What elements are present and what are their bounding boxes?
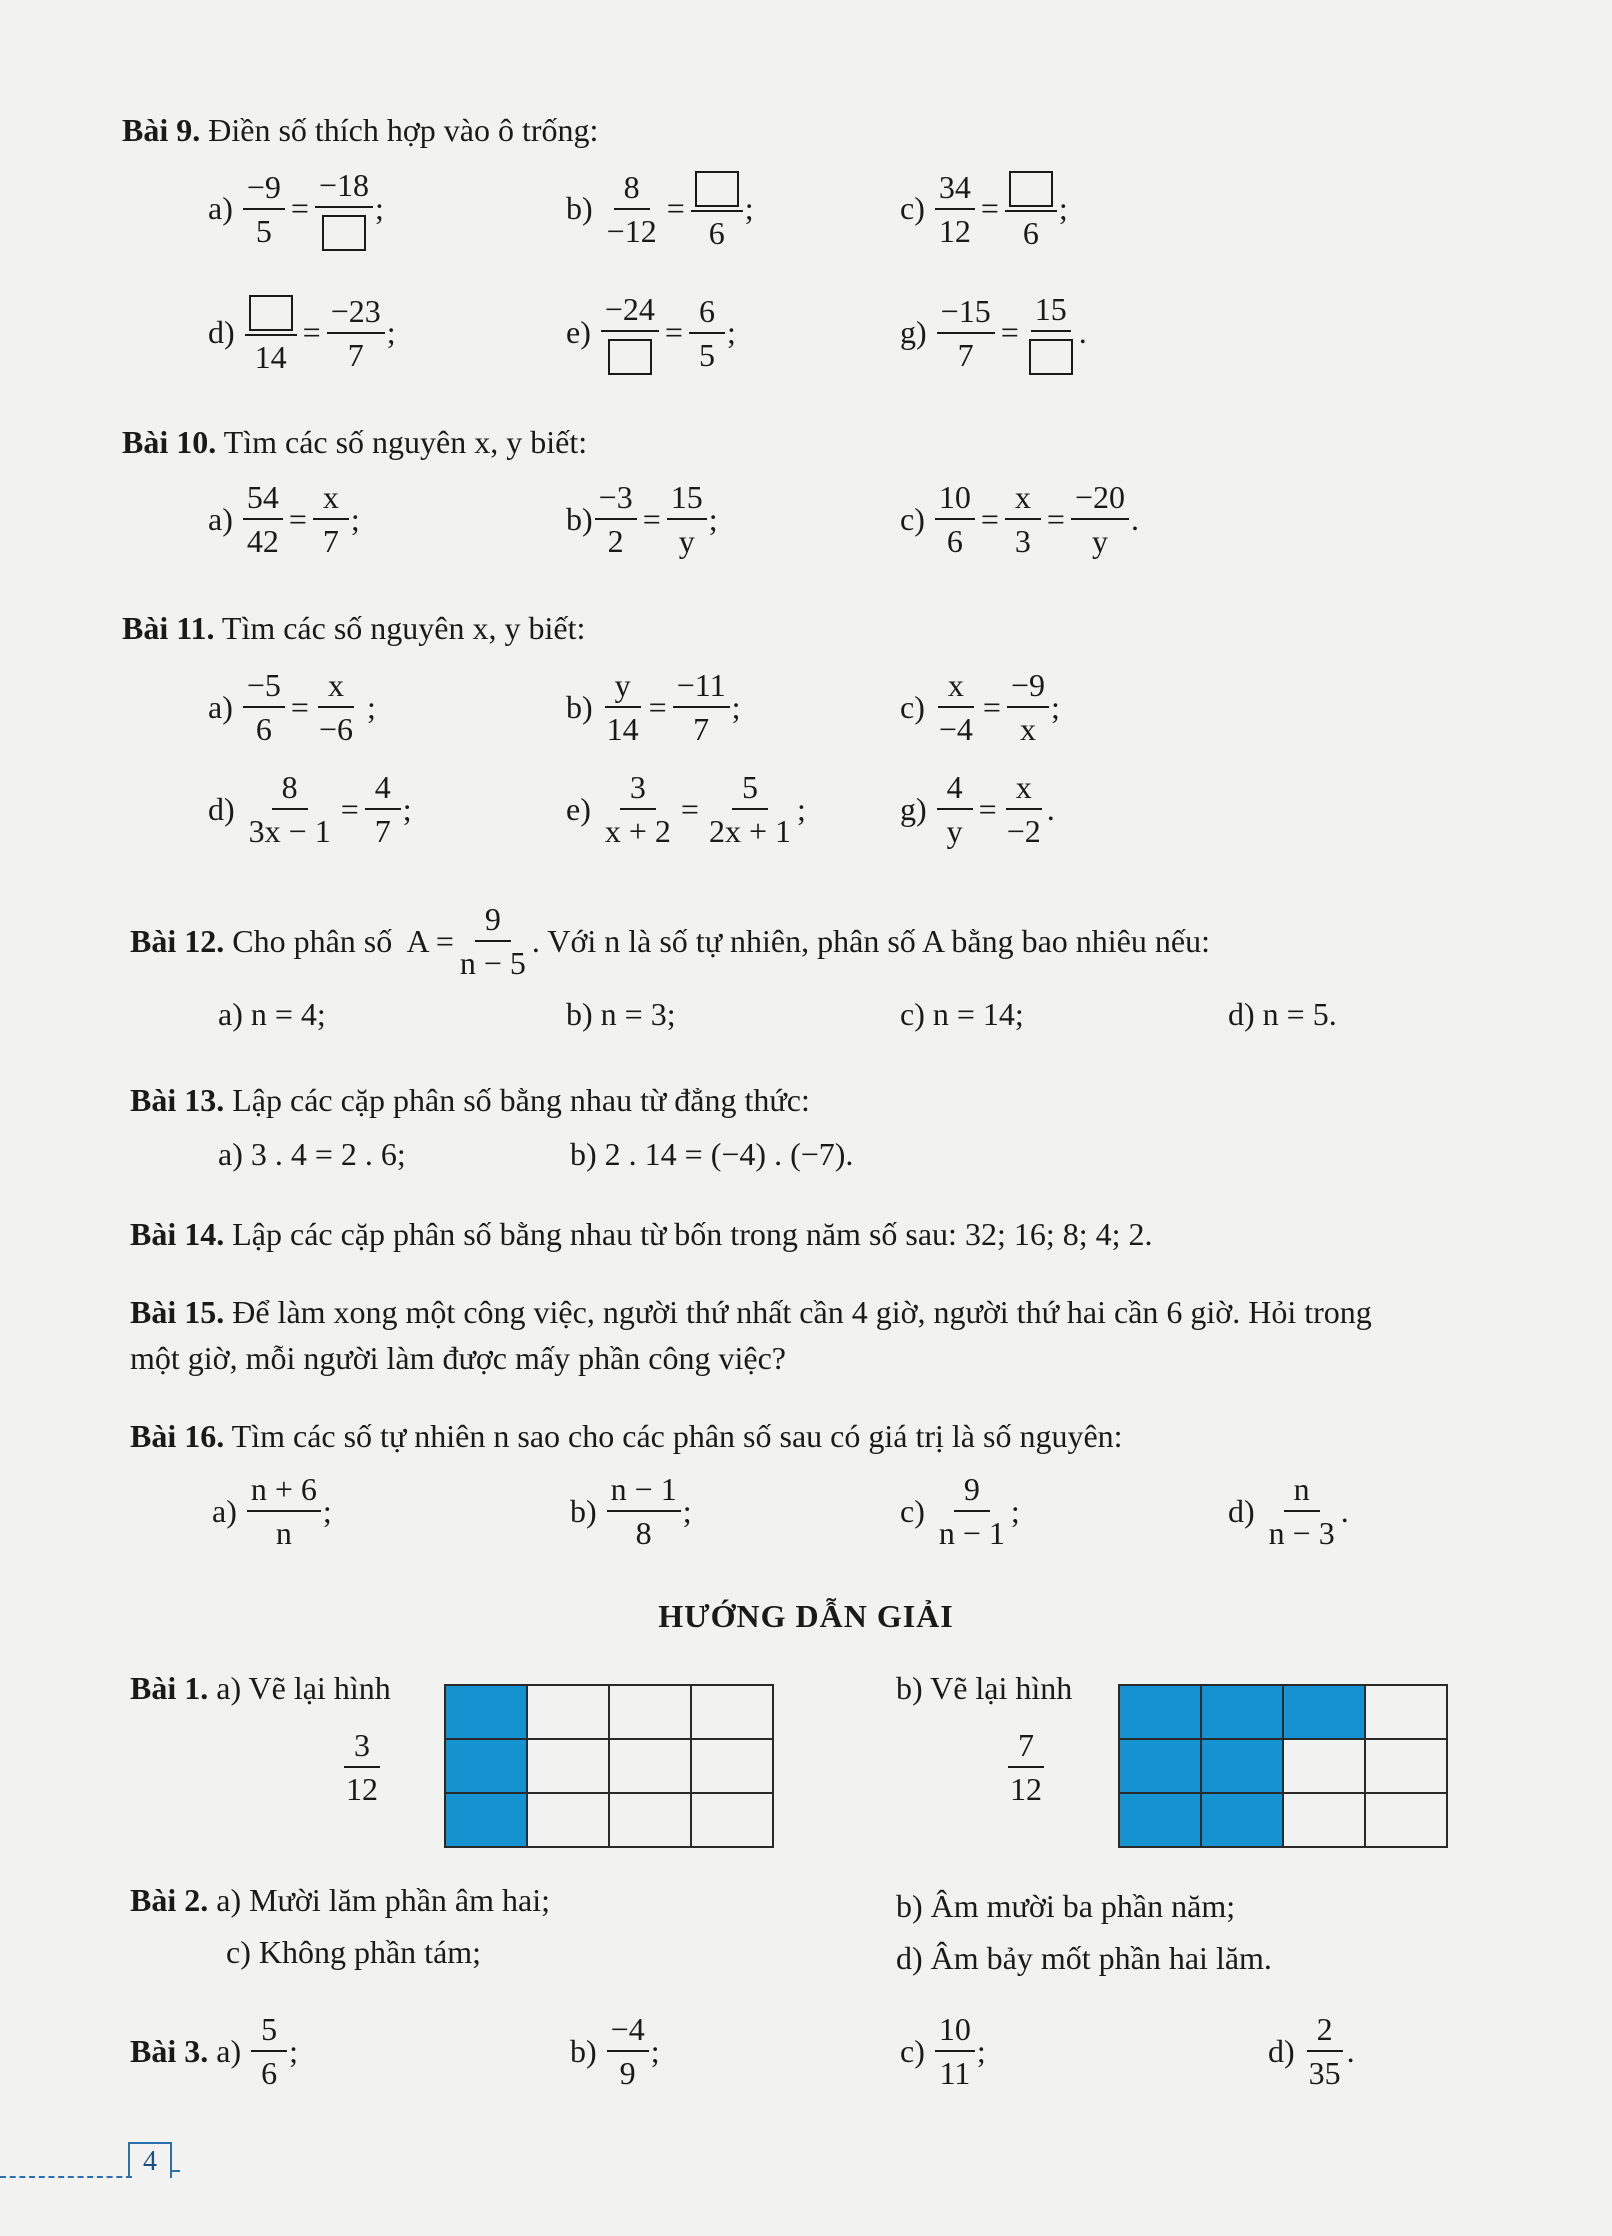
bai16-b: b) $\frac{n - 1}{8}$ ; bbox=[570, 1471, 692, 1551]
footer-rule bbox=[0, 2176, 132, 2178]
blank-box[interactable] bbox=[249, 295, 293, 331]
sol3-d: d) $\frac{2}{35}$ . bbox=[1268, 2011, 1355, 2091]
grid-cell bbox=[1365, 1685, 1447, 1739]
grid-row bbox=[445, 1793, 773, 1847]
grid-cell bbox=[1201, 1739, 1283, 1793]
bai13-item-a: a) 3 . 4 = 2 . 6; bbox=[218, 1136, 406, 1172]
bai12-title: Bài 12. Cho phân số A = $\frac{9}{n - 5}$ . Với n là số tự nhiên, phân số A bằng bao nhiêu nếu: bbox=[130, 901, 1210, 981]
bai12-item-d: d) n = 5. bbox=[1228, 996, 1337, 1032]
fraction-grid-b bbox=[1118, 1684, 1448, 1848]
page-number: 4 bbox=[128, 2142, 172, 2178]
sol1-a-text: Bài 1. a) Vẽ lại hình bbox=[130, 1670, 391, 1706]
grid-cell bbox=[609, 1793, 691, 1847]
bai15-line1: Bài 15. Để làm xong một công việc, người thứ nhất cần 4 giờ, người thứ hai cần 6 giờ. Hỏi trong bbox=[130, 1294, 1372, 1330]
footer-rule-tail bbox=[172, 2170, 180, 2172]
bai9-g: g) $\frac{-15}{7}$ = 15 . bbox=[900, 291, 1087, 373]
blank-box[interactable] bbox=[1009, 171, 1053, 207]
grid-cell bbox=[1283, 1739, 1365, 1793]
blank-box[interactable] bbox=[608, 339, 652, 375]
grid-cell bbox=[609, 1739, 691, 1793]
bai10-b: b) $\frac{-3}{2}$ = $\frac{15}{y}$ ; bbox=[566, 479, 718, 559]
grid-cell bbox=[1201, 1685, 1283, 1739]
bai11-a: a) $\frac{-5}{6}$ = $\frac{x}{-6}$ ; bbox=[208, 667, 376, 747]
grid-cell bbox=[1119, 1793, 1201, 1847]
sol3-a: Bài 3. a) $\frac{5}{6}$ ; bbox=[130, 2011, 298, 2091]
bai15-line2: một giờ, mỗi người làm được mấy phần công việc? bbox=[130, 1340, 786, 1376]
fraction-grid-a bbox=[444, 1684, 774, 1848]
bai9-b: b) $\frac{8}{-12}$ = 6 ; bbox=[566, 166, 754, 252]
grid-cell bbox=[691, 1685, 773, 1739]
grid-cell bbox=[1283, 1793, 1365, 1847]
grid-row bbox=[1119, 1685, 1447, 1739]
bai11-title: Bài 11. Tìm các số nguyên x, y biết: bbox=[122, 610, 586, 646]
sol1-b-fraction: $\frac{7}{12}$ bbox=[1010, 1727, 1042, 1807]
grid-cell bbox=[445, 1793, 527, 1847]
grid-cell bbox=[527, 1685, 609, 1739]
grid-cell bbox=[1119, 1739, 1201, 1793]
bai16-d: d) $\frac{n}{n - 3}$ . bbox=[1228, 1471, 1349, 1551]
bai13-title: Bài 13. Lập các cặp phân số bằng nhau từ đẳng thức: bbox=[130, 1082, 810, 1118]
sol1-b-text: b) Vẽ lại hình bbox=[896, 1670, 1073, 1706]
bai12-item-c: c) n = 14; bbox=[900, 996, 1024, 1032]
bai10-c: c) $\frac{10}{6}$ = $\frac{x}{3}$ = $\frac{-20}{y}$ . bbox=[900, 479, 1139, 559]
bai11-d: d) $\frac{8}{3x - 1}$ = $\frac{4}{7}$ ; bbox=[208, 769, 412, 849]
sol2-d: d) Âm bảy mốt phần hai lăm. bbox=[896, 1940, 1272, 1976]
sol2-c: c) Không phần tám; bbox=[226, 1934, 482, 1970]
grid-row bbox=[1119, 1793, 1447, 1847]
grid-row bbox=[445, 1739, 773, 1793]
blank-box[interactable] bbox=[695, 171, 739, 207]
bai11-b: b) $\frac{y}{14}$ = $\frac{-11}{7}$ ; bbox=[566, 667, 741, 747]
sol1-a-fraction: $\frac{3}{12}$ bbox=[346, 1727, 378, 1807]
sol3-c: c) $\frac{10}{11}$ ; bbox=[900, 2011, 986, 2091]
grid-cell bbox=[445, 1739, 527, 1793]
bai9-d: d) 14 = $\frac{-23}{7}$ ; bbox=[208, 290, 396, 376]
bai9-c: c) $\frac{34}{12}$ = 6 ; bbox=[900, 166, 1068, 252]
grid-cell bbox=[609, 1685, 691, 1739]
blank-box[interactable] bbox=[322, 215, 366, 251]
sol2-a: Bài 2. a) Mười lăm phần âm hai; bbox=[130, 1882, 550, 1918]
grid-cell bbox=[527, 1793, 609, 1847]
grid-cell bbox=[1201, 1793, 1283, 1847]
bai16-title: Bài 16. Tìm các số tự nhiên n sao cho các phân số sau có giá trị là số nguyên: bbox=[130, 1418, 1123, 1454]
grid-cell bbox=[1283, 1685, 1365, 1739]
sol2-b: b) Âm mười ba phần năm; bbox=[896, 1888, 1236, 1924]
bai11-e: e) $\frac{3}{x + 2}$ = $\frac{5}{2x + 1}$ ; bbox=[566, 769, 806, 849]
bai11-g: g) $\frac{4}{y}$ = $\frac{x}{-2}$ . bbox=[900, 769, 1055, 849]
grid-cell bbox=[691, 1739, 773, 1793]
bai10-title: Bài 10. Tìm các số nguyên x, y biết: bbox=[122, 424, 588, 460]
grid-cell bbox=[691, 1793, 773, 1847]
bai9-e: e) −24 = $\frac{6}{5}$ ; bbox=[566, 291, 736, 373]
grid-cell bbox=[527, 1739, 609, 1793]
bai9-a: a) $\frac{-9}{5}$ = −18 ; bbox=[208, 167, 384, 249]
bai9-title: Bài 9. Điền số thích hợp vào ô trống: bbox=[122, 112, 599, 148]
bai16-a: a) $\frac{n + 6}{n}$ ; bbox=[212, 1471, 332, 1551]
bai12-item-a: a) n = 4; bbox=[218, 996, 326, 1032]
bai14-title: Bài 14. Lập các cặp phân số bằng nhau từ bốn trong năm số sau: 32; 16; 8; 4; 2. bbox=[130, 1216, 1153, 1252]
bai10-a: a) $\frac{54}{42}$ = $\frac{x}{7}$ ; bbox=[208, 479, 360, 559]
grid-cell bbox=[1365, 1739, 1447, 1793]
grid-row bbox=[445, 1685, 773, 1739]
grid-cell bbox=[1119, 1685, 1201, 1739]
bai16-c: c) $\frac{9}{n - 1}$ ; bbox=[900, 1471, 1020, 1551]
grid-cell bbox=[445, 1685, 527, 1739]
sol3-b: b) $\frac{-4}{9}$ ; bbox=[570, 2011, 660, 2091]
solutions-heading: HƯỚNG DẪN GIẢI bbox=[658, 1598, 954, 1634]
bai12-item-b: b) n = 3; bbox=[566, 996, 676, 1032]
bai11-c: c) $\frac{x}{-4}$ = $\frac{-9}{x}$ ; bbox=[900, 667, 1060, 747]
bai13-item-b: b) 2 . 14 = (−4) . (−7). bbox=[570, 1136, 854, 1172]
grid-cell bbox=[1365, 1793, 1447, 1847]
blank-box[interactable] bbox=[1029, 339, 1073, 375]
grid-row bbox=[1119, 1739, 1447, 1793]
